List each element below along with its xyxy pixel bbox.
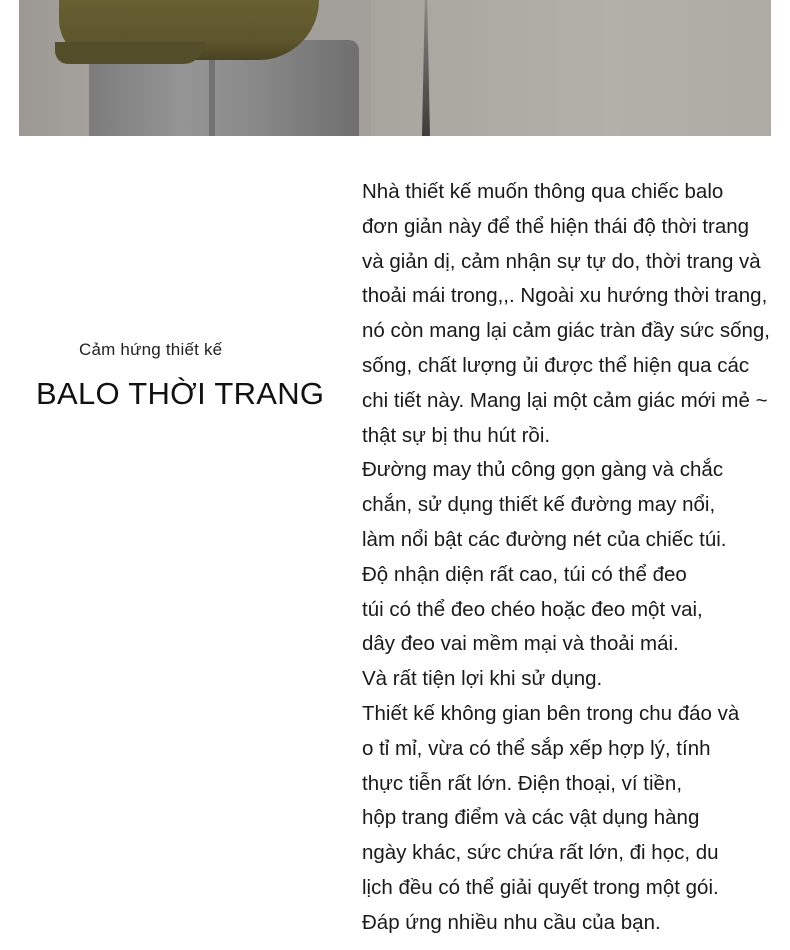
product-photo	[19, 0, 771, 136]
description-line: túi có thể đeo chéo hoặc đeo một vai,	[362, 597, 703, 621]
photo-pants-fold	[209, 50, 215, 136]
description-line: thật sự bị thu hút rồi.	[362, 423, 551, 447]
description-line: Độ nhận diện rất cao, túi có thể đeo	[362, 562, 687, 586]
photo-background-right	[371, 0, 771, 136]
description-line: nó còn mang lại cảm giác tràn đầy sức sống,	[362, 319, 770, 343]
description-line: chắn, sử dụng thiết kế đường may nổi,	[362, 493, 716, 517]
description-line: Thiết kế không gian bên trong chu đáo và	[362, 701, 740, 725]
description-line: đơn giản này để thể hiện thái độ thời trang	[362, 214, 750, 238]
description-line: và giản dị, cảm nhận sự tự do, thời trang và	[362, 249, 761, 273]
description-line: Đường may thủ công gọn gàng và chắc	[362, 458, 724, 482]
description-line: hộp trang điểm và các vật dụng hàng	[362, 806, 700, 830]
section-title: BALO THỜI TRANG	[36, 376, 325, 411]
photo-jacket-hem	[55, 42, 205, 64]
description-line: chi tiết này. Mang lại một cảm giác mới mẻ ~	[362, 388, 768, 412]
description-text	[362, 175, 787, 941]
description-line: làm nổi bật các đường nét của chiếc túi.	[362, 527, 727, 551]
description-line: Đáp ứng nhiều nhu cầu của bạn.	[362, 910, 661, 934]
description-line: dây đeo vai mềm mại và thoải mái.	[362, 632, 679, 656]
description-line: Nhà thiết kế muốn thông qua chiếc balo	[362, 180, 724, 203]
description-line: lịch đều có thể giải quyết trong một gói.	[362, 875, 719, 899]
description-line: Và rất tiện lợi khi sử dụng.	[362, 667, 603, 691]
description-line: o tỉ mỉ, vừa có thể sắp xếp hợp lý, tính	[362, 736, 711, 760]
description-line: sống, chất lượng ủi được thể hiện qua các	[362, 353, 750, 377]
description-line: thoải mái trong,,. Ngoài xu hướng thời trang,	[362, 284, 768, 308]
description-line: thực tiễn rất lớn. Điện thoại, ví tiền,	[362, 771, 683, 795]
description-line: ngày khác, sức chứa rất lớn, đi học, du	[362, 841, 719, 865]
section-subtitle: Cảm hứng thiết kế	[79, 340, 223, 359]
